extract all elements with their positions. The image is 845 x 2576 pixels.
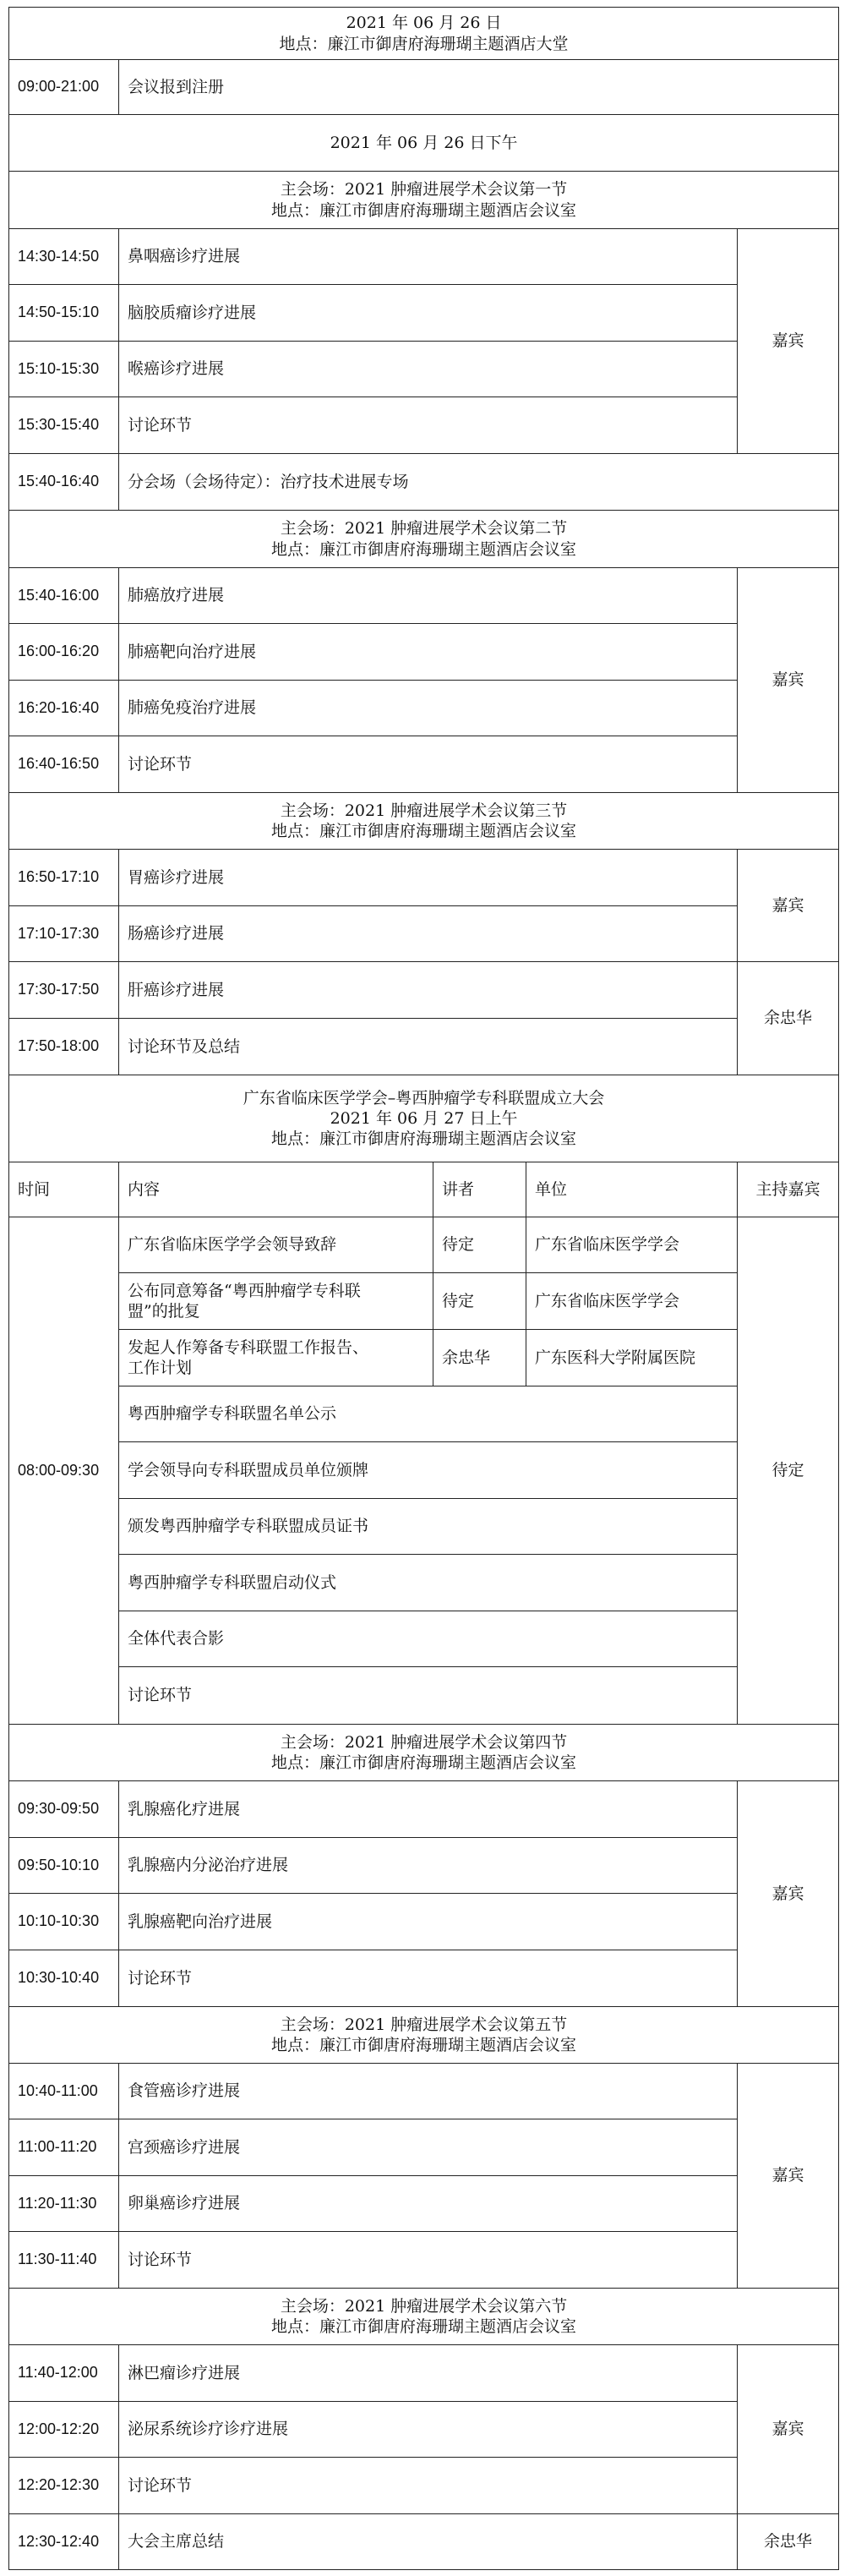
- table-row: [9, 1555, 839, 1611]
- branch-session-row: [9, 454, 839, 511]
- section-4-host: 嘉宾: [738, 1781, 839, 2007]
- session-time: 17:10-17:30: [9, 906, 119, 962]
- section-4-location: 地点：廉江市御唐府海珊瑚主题酒店会议室: [271, 1753, 577, 1772]
- section-1-title: 主会场：2021 肿瘤进展学术会议第一节: [280, 180, 568, 200]
- session-topic: 乳腺癌化疗进展: [119, 1781, 738, 1838]
- session-topic: 脑胶质瘤诊疗进展: [119, 285, 738, 342]
- table-row: [9, 2119, 839, 2176]
- session-topic: 喉癌诊疗进展: [119, 342, 738, 397]
- section-4-header-row: [9, 1725, 839, 1781]
- alliance-speaker: 余忠华: [433, 1330, 526, 1386]
- table-row: [9, 1019, 839, 1075]
- table-row: [9, 1838, 839, 1894]
- section-3-header: [9, 793, 839, 850]
- section-5-location: 地点：廉江市御唐府海珊瑚主题酒店会议室: [271, 2036, 577, 2054]
- table-row: [9, 2402, 839, 2458]
- session-topic: 讨论环节: [119, 736, 738, 793]
- session-time: 14:30-14:50: [9, 229, 119, 285]
- section-2-title: 主会场：2021 肿瘤进展学术会议第二节: [280, 519, 568, 539]
- session-time: 11:00-11:20: [9, 2119, 119, 2176]
- closing-content: 大会主席总结: [119, 2514, 738, 2570]
- section-2-location: 地点：廉江市御唐府海珊瑚主题酒店会议室: [271, 539, 577, 559]
- alliance-title: 广东省临床医学学会–粤西肿瘤学专科联盟成立大会: [243, 1088, 605, 1108]
- alliance-item: 学会领导向专科联盟成员单位颁牌: [119, 1442, 738, 1499]
- section-1-header-row: [9, 172, 839, 229]
- afternoon-heading-row: [9, 115, 839, 172]
- table-row: [9, 1442, 839, 1499]
- session-topic: 淋巴瘤诊疗进展: [119, 2345, 738, 2402]
- session-topic: 胃癌诊疗进展: [119, 850, 738, 906]
- section-6-location: 地点：廉江市御唐府海珊瑚主题酒店会议室: [271, 2317, 577, 2336]
- session-time: 15:40-16:00: [9, 568, 119, 624]
- section-3-header-row: [9, 793, 839, 850]
- session-topic: 讨论环节: [119, 397, 738, 454]
- session-time: 17:50-18:00: [9, 1019, 119, 1075]
- section-5-header: [9, 2007, 839, 2064]
- table-row: [9, 2458, 839, 2514]
- session-time: 10:30-10:40: [9, 1950, 119, 2007]
- session-time: 12:20-12:30: [9, 2458, 119, 2514]
- session-topic: 讨论环节: [119, 2458, 738, 2514]
- table-row: [9, 906, 839, 962]
- table-row: [9, 1499, 839, 1555]
- session-time: 16:20-16:40: [9, 681, 119, 736]
- session-topic: 食管癌诊疗进展: [119, 2064, 738, 2119]
- section-1-host: 嘉宾: [738, 229, 839, 454]
- session-time: 11:30-11:40: [9, 2232, 119, 2289]
- alliance-item-line: 发起人作筹备专科联盟工作报告、: [128, 1337, 369, 1357]
- session-time: 16:40-16:50: [9, 736, 119, 793]
- alliance-item: 粤西肿瘤学专科联盟启动仪式: [119, 1555, 738, 1611]
- intro-location: 地点：廉江市御唐府海珊瑚主题酒店大堂: [279, 34, 569, 53]
- section-3-host-top: 嘉宾: [738, 850, 839, 962]
- session-time: 16:00-16:20: [9, 624, 119, 681]
- session-topic: 泌尿系统诊疗诊疗进展: [119, 2402, 738, 2458]
- agenda-table: [8, 7, 839, 2570]
- alliance-header-row: [9, 1075, 839, 1162]
- section-1-header: [9, 172, 839, 229]
- session-topic: 宫颈癌诊疗进展: [119, 2119, 738, 2176]
- alliance-item: 广东省临床医学学会领导致辞: [119, 1217, 433, 1273]
- table-row: [9, 342, 839, 397]
- session-topic: 肝癌诊疗进展: [119, 962, 738, 1019]
- column-header-host: 主持嘉宾: [738, 1162, 839, 1217]
- column-header-time: 时间: [9, 1162, 119, 1217]
- section-6-host: 嘉宾: [738, 2345, 839, 2514]
- session-time: 14:50-15:10: [9, 285, 119, 342]
- table-row: [9, 397, 839, 454]
- alliance-item-line: 盟”的批复: [128, 1302, 200, 1321]
- table-row: [9, 681, 839, 736]
- section-2-header: [9, 511, 839, 568]
- session-topic: 肠癌诊疗进展: [119, 906, 738, 962]
- section-5-title: 主会场：2021 肿瘤进展学术会议第五节: [280, 2015, 568, 2034]
- table-row: [9, 2064, 839, 2119]
- session-topic: 鼻咽癌诊疗进展: [119, 229, 738, 285]
- session-time: 17:30-17:50: [9, 962, 119, 1019]
- session-topic: 卵巢癌诊疗进展: [119, 2176, 738, 2232]
- section-3-title: 主会场：2021 肿瘤进展学术会议第三节: [280, 801, 568, 820]
- column-header-unit: 单位: [526, 1162, 738, 1217]
- closing-row: [9, 2514, 839, 2570]
- column-header-content: 内容: [119, 1162, 433, 1217]
- alliance-item: 粤西肿瘤学专科联盟名单公示: [119, 1386, 738, 1442]
- table-row: [9, 2345, 839, 2402]
- alliance-item: 全体代表合影: [119, 1611, 738, 1667]
- table-row: [9, 568, 839, 624]
- closing-time: 12:30-12:40: [9, 2514, 119, 2570]
- table-row: [9, 1273, 839, 1330]
- table-row: [9, 962, 839, 1019]
- section-1-location: 地点：廉江市御唐府海珊瑚主题酒店会议室: [271, 200, 577, 220]
- column-header-speaker: 讲者: [433, 1162, 526, 1217]
- closing-host: 余忠华: [738, 2514, 839, 2570]
- alliance-item: [119, 1330, 433, 1386]
- session-time: 10:40-11:00: [9, 2064, 119, 2119]
- session-time: 16:50-17:10: [9, 850, 119, 906]
- alliance-unit: 广东省临床医学学会: [526, 1217, 738, 1273]
- alliance-header: [9, 1075, 839, 1162]
- table-row: [9, 285, 839, 342]
- session-time: 11:20-11:30: [9, 2176, 119, 2232]
- branch-session-time: 15:40-16:40: [9, 454, 119, 511]
- afternoon-heading: 2021 年 06 月 26 日下午: [9, 115, 839, 172]
- registration-time: 09:00-21:00: [9, 60, 119, 115]
- session-topic: 肺癌免疫治疗进展: [119, 681, 738, 736]
- alliance-speaker: 待定: [433, 1217, 526, 1273]
- alliance-speaker: 待定: [433, 1273, 526, 1330]
- registration-row: [9, 60, 839, 115]
- alliance-location: 地点：廉江市御唐府海珊瑚主题酒店会议室: [271, 1129, 577, 1149]
- session-topic: 乳腺癌内分泌治疗进展: [119, 1838, 738, 1894]
- alliance-date: 2021 年 06 月 27 日上午: [330, 1108, 518, 1128]
- session-topic: 乳腺癌靶向治疗进展: [119, 1894, 738, 1950]
- alliance-host: 待定: [738, 1217, 839, 1725]
- section-3-location: 地点：廉江市御唐府海珊瑚主题酒店会议室: [271, 822, 577, 840]
- table-row: [9, 2176, 839, 2232]
- alliance-column-headers: [9, 1162, 839, 1217]
- table-row: [9, 1950, 839, 2007]
- section-4-header: [9, 1725, 839, 1781]
- alliance-item: [119, 1273, 433, 1330]
- session-topic: 讨论环节及总结: [119, 1019, 738, 1075]
- alliance-item-line: 公布同意筹备“粤西肿瘤学专科联: [128, 1281, 361, 1300]
- section-5-host: 嘉宾: [738, 2064, 839, 2289]
- alliance-time: 08:00-09:30: [9, 1217, 119, 1725]
- table-row: [9, 1217, 839, 1273]
- session-topic: 肺癌靶向治疗进展: [119, 624, 738, 681]
- session-topic: 讨论环节: [119, 2232, 738, 2289]
- table-row: [9, 624, 839, 681]
- table-row: [9, 1330, 839, 1386]
- section-6-header: [9, 2289, 839, 2345]
- table-row: [9, 1894, 839, 1950]
- session-time: 11:40-12:00: [9, 2345, 119, 2402]
- section-3-host-bottom: 余忠华: [738, 962, 839, 1075]
- alliance-item: 讨论环节: [119, 1667, 738, 1725]
- section-2-header-row: [9, 511, 839, 568]
- table-row: [9, 736, 839, 793]
- session-time: 12:00-12:20: [9, 2402, 119, 2458]
- session-time: 15:10-15:30: [9, 342, 119, 397]
- section-2-host: 嘉宾: [738, 568, 839, 793]
- alliance-unit: 广东医科大学附属医院: [526, 1330, 738, 1386]
- session-time: 10:10-10:30: [9, 1894, 119, 1950]
- table-row: [9, 229, 839, 285]
- intro-header-row: [9, 8, 839, 60]
- session-time: 09:50-10:10: [9, 1838, 119, 1894]
- alliance-unit: 广东省临床医学学会: [526, 1273, 738, 1330]
- branch-session-content: 分会场（会场待定）：治疗技术进展专场: [119, 454, 839, 511]
- section-6-header-row: [9, 2289, 839, 2345]
- section-4-title: 主会场：2021 肿瘤进展学术会议第四节: [280, 1732, 568, 1752]
- intro-header-cell: [9, 8, 839, 60]
- section-6-title: 主会场：2021 肿瘤进展学术会议第六节: [280, 2296, 568, 2316]
- table-row: [9, 1781, 839, 1838]
- registration-content: 会议报到注册: [119, 60, 839, 115]
- alliance-item: 颁发粤西肿瘤学专科联盟成员证书: [119, 1499, 738, 1555]
- table-row: [9, 2232, 839, 2289]
- section-5-header-row: [9, 2007, 839, 2064]
- alliance-item-line: 工作计划: [128, 1359, 193, 1377]
- table-row: [9, 850, 839, 906]
- session-topic: 讨论环节: [119, 1950, 738, 2007]
- table-row: [9, 1667, 839, 1725]
- table-row: [9, 1386, 839, 1442]
- table-row: [9, 1611, 839, 1667]
- session-time: 15:30-15:40: [9, 397, 119, 454]
- intro-date: 2021 年 06 月 26 日: [346, 14, 502, 33]
- session-topic: 肺癌放疗进展: [119, 568, 738, 624]
- session-time: 09:30-09:50: [9, 1781, 119, 1838]
